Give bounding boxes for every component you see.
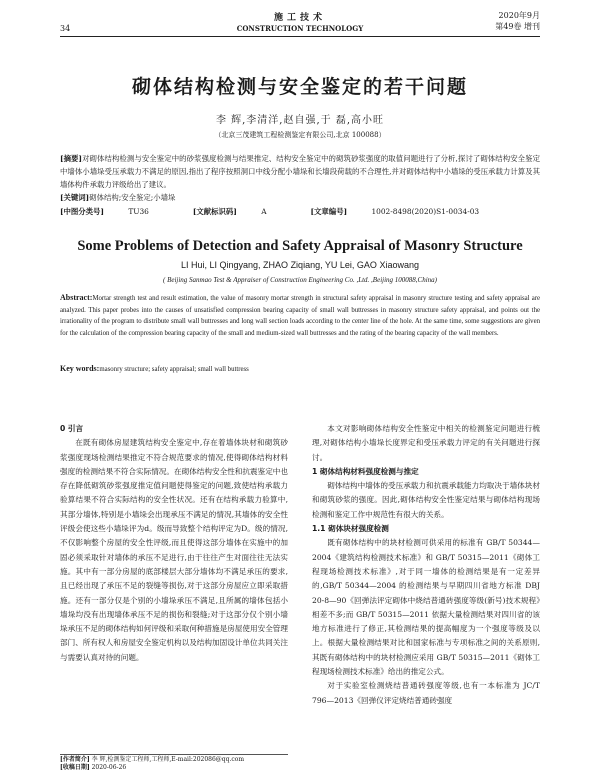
class-value: TU36: [128, 207, 149, 216]
abstract-en-text: Mortar strength test and result estimation, the value of masonry mortar strength in structural safety appraisal in masonry structure testing and safety appraisal are analyzed. This paper probes into the causes of unsatisfied compression bearing capacity of small wall buttresses in masonry structure safety appraisal, and points out the irrationality of the program to distribute small wall buttresses and long wall section loads according to the center line of the hole. At the same time, some suggestions are given for the calculation of the compression bearing capacity of the small and medium-sized wall buttresses and the rating of the bearing capacity of the wall members.: [60, 295, 540, 337]
issue-info: [495, 10, 540, 32]
abstract-en: [60, 292, 540, 339]
affiliation-en: ( Beijing Sanmao Test & Appraiser of Construction Engineering Co. ,Ltd. ,Beijing 100088,China): [163, 276, 437, 284]
affiliation-cn: （北京三茂建筑工程检测鉴定有限公司,北京 100088）: [214, 131, 386, 139]
issue-date: 2020年9月: [498, 11, 540, 20]
paragraph: 既有砌体结构中的块材检测可供采用的标准有 GB/T 50344—2004《建筑结构检测技术标准》和 GB/T 50315—2011《砌体工程现场检测技术标准》,对于同一墙体的检测结果是有一定差异的,GB/T 50344—2004 的检测结果与早期四川省地方标准 DBJ 20-8—90《回弹法评定砌体中烧结普通砖强度等级(新号)技术规程》相差不多;而 GB/T 50315—2011 依据大量检测结果对四川省的该地方标准进行了修正,其检测结果的提高幅度为一个强度等级及以上。根据大量检测结果对比和国家标准与专项标准之间的关系原则,其既有砌体结构中的块材检测应采用 GB/T 50315—2011《砌体工程现场检测技术标准》给出的推定公式。: [312, 538, 540, 677]
issue-volume: 第49卷 增刊: [495, 22, 540, 31]
section-heading-1: 1 砌体结构材料强度检测与推定: [312, 466, 419, 476]
paragraph: 本文对影响砌体结构安全性鉴定中相关的检测鉴定问题进行梳理,对砌体结构小墙垛长度界定和受压承载力评定的有关问题进行探讨。: [312, 424, 540, 462]
body-column-right: [312, 422, 540, 708]
abstract-cn: [60, 152, 540, 218]
body-column-left: [60, 422, 288, 665]
abstract-cn-text: 对砌体结构检测与安全鉴定中的砂浆强度检测与结果推定、结构安全鉴定中的砌筑砂浆强度的取值问题进行了分析,探讨了砌体结构安全鉴定中墙体小墙垛受压承载力不满足的原因,指出了程序按照洞口中线分配小墙垛和长墙段荷载的不合理性,并对砌体结构中小墙垛的受压承载力计算及其墙体构件承载力评级给出了建议。: [60, 154, 540, 189]
section-heading-1-1: 1.1 砌体块材强度检测: [312, 524, 389, 534]
running-header: [60, 10, 540, 37]
paragraph: 在既有砌体房屋建筑结构安全鉴定中,存在着墙体块材和砌筑砂浆强度现场检测结果推定不符合规范要求的情况,使得砌体结构材料强度的检测结果不符合实际情况。在砌体结构安全性和抗震鉴定中也存在降低砌筑砂浆强度推定值问题使得鉴定的问题,致使结构承载力验算结果不符合实际结构的安全性状况。还有在结构承载力验算中,其部分墙体,特别是小墙垛会出现承压不满足的情况,其墙体的安全性评级会使这些小墙垛评为d。级而导致整个结构评定为D。级的情况,不仅影响整个房屋的安全性评级,而且使得这部分墙体在实施中的加固必须采取针对墙体的承压不足进行,由于往往产生对面往往无法实施。其中有一部分房屋的底部楼层大部分墙体均不满足承压的要求,且已经出现了承压不足的裂缝等损伤,对于这部分房屋应立即采取措施。还有一部分仅是个别的小墙垛承压不满足,且所属的墙体包括小墙垛均没有出现墙体承压不足的损伤和裂缝;对于这部分仅个别小墙垛承压不足的砌体结构如何评级和采取何种措施是房屋使用安全管理部门、所有权人和房屋安全鉴定机构以及结构加固设计单位共同关注与需要认真对待的问题。: [60, 438, 288, 662]
article-id-label: [文章编号]: [310, 207, 348, 216]
keywords-cn-label: [关键词]: [60, 193, 90, 202]
abstract-en-label: Abstract:: [60, 293, 93, 302]
section-heading-intro: 0 引言: [60, 424, 84, 433]
abstract-cn-label: [摘要]: [60, 154, 83, 163]
article-id-value: 1002-8498(2020)S1-0034-03: [371, 207, 480, 216]
authors-en: LI Hui, LI Qingyang, ZHAO Ziqiang, YU Lei, GAO Xiaowang: [181, 260, 419, 270]
journal-name-en: CONSTRUCTION TECHNOLOGY: [236, 24, 364, 33]
footnote-date-label: [收稿日期]: [60, 764, 90, 771]
keywords-cn: 砌体结构;安全鉴定;小墙垛: [89, 193, 176, 202]
footnote-date-text: 2020-06-26: [91, 764, 127, 771]
class-label: [中图分类号]: [60, 207, 104, 216]
doc-code-label: [文献标识码]: [192, 207, 237, 216]
footnote-author-label: [作者简介]: [60, 756, 90, 763]
page-number: 34: [60, 24, 71, 33]
doc-code-value: A: [261, 207, 267, 216]
journal-name-cn: 施工技术: [273, 13, 326, 23]
keywords-en-label: Key words:: [60, 364, 100, 373]
journal-name: [60, 10, 540, 33]
article-meta-row: [60, 205, 540, 218]
paragraph: 对于实验室检测烧结普通砖强度等级,也有一本标准为 JC/T 796—2013《回弹仪评定烧结普通砖强度: [312, 681, 540, 705]
paper-title-cn: 砌体结构检测与安全鉴定的若干问题: [131, 76, 468, 98]
paragraph: 砌体结构中墙体的受压承载力和抗震承载能力均取决于墙体块材和砌筑砂浆的强度。因此,砌体结构安全性鉴定结果与砌体结构现场检测和鉴定工作中规范性有很大的关系。: [312, 481, 540, 519]
keywords-en: masonry structure; safety appraisal; small wall buttress: [99, 366, 249, 373]
keywords-en-line: [60, 364, 540, 373]
footnote: [60, 754, 288, 772]
authors-cn: 李 辉,李清洋,赵自强,于 磊,高小旺: [215, 115, 385, 126]
paper-title-en: Some Problems of Detection and Safety Appraisal of Masonry Structure: [77, 238, 523, 254]
footnote-author-text: 李 辉,检测鉴定工程师,工程师,E-mail:202086@qq.com: [91, 756, 245, 763]
